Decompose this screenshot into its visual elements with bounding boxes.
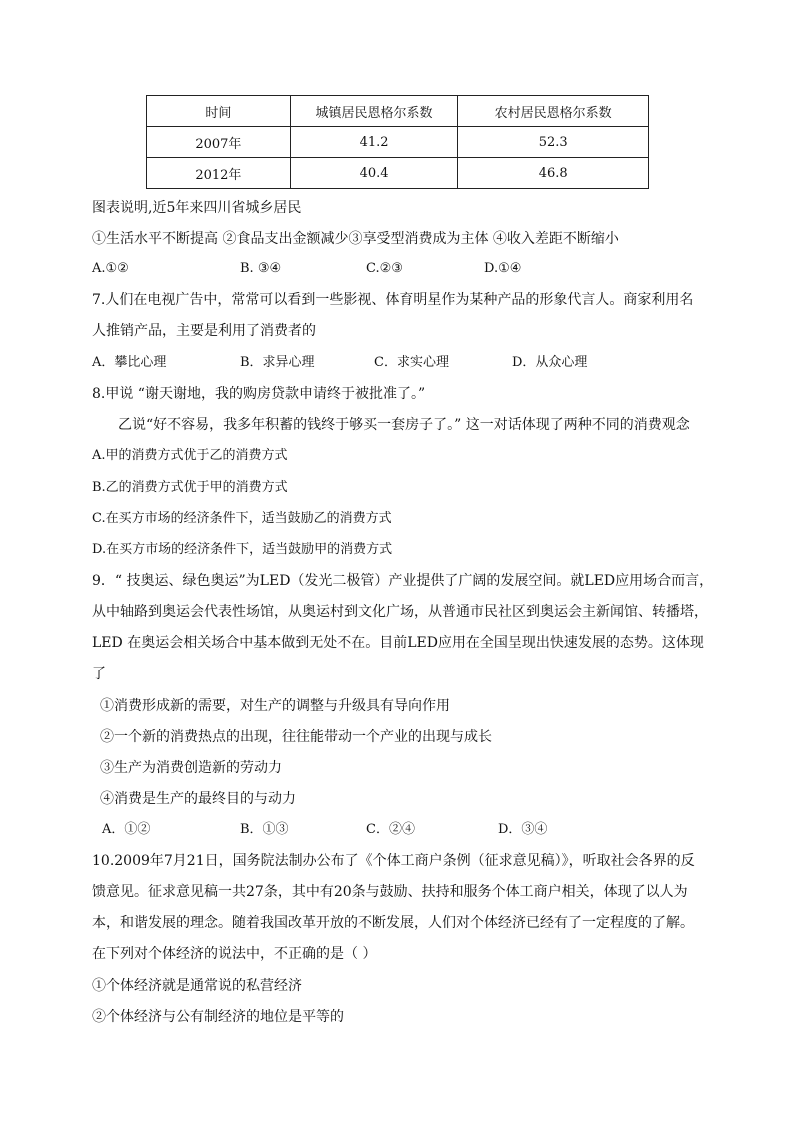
q6-options	[92, 259, 712, 279]
q10-stem-line: 馈意见。征求意见稿一共27条，其中有20条与鼓励、扶持和服务个体工商户相关，体现了以人为	[92, 884, 688, 900]
table-cell: 2007年	[147, 127, 291, 158]
table-row	[147, 127, 649, 158]
q6-option-d: D.①④	[484, 261, 522, 276]
q8-option-a: A.甲的消费方式优于乙的消费方式	[92, 448, 288, 463]
q9-stem-line: LED 在奥运会相关场合中基本做到无处不在。目前LED应用在全国呈现出快速发展的态势。这体现	[92, 635, 704, 651]
q9-statement: ②一个新的消费热点的出现，往往能带动一个产业的出现与成长	[100, 729, 492, 745]
table-header-cell: 时间	[147, 96, 291, 127]
q9-stem-line: 了	[92, 666, 106, 682]
q9-statement: ①消费形成新的需要，对生产的调整与升级具有导向作用	[100, 698, 450, 714]
table-row	[147, 158, 649, 189]
table-header-cell: 城镇居民恩格尔系数	[290, 96, 458, 127]
table-header-cell: 农村居民恩格尔系数	[458, 96, 649, 127]
q6-option-c: C.②③	[366, 261, 403, 276]
q9-option-c: C．②④	[366, 822, 415, 837]
table-cell: 2012年	[147, 158, 291, 189]
q7-option-b: B．求异心理	[240, 355, 315, 370]
q6-statements: ①生活水平不断提高 ②食品支出金额减少③享受型消费成为主体 ④收入差距不断缩小	[92, 231, 619, 247]
q7-stem-line: 7.人们在电视广告中，常常可以看到一些影视、体育明星作为某种产品的形象代言人。商家利用名	[92, 292, 694, 308]
q10-statement: ②个体经济与公有制经济的地位是平等的	[92, 1009, 344, 1025]
q6-option-a: A.①②	[92, 261, 129, 276]
q7-option-c: C．求实心理	[374, 355, 449, 370]
table-header-row	[147, 96, 649, 127]
q9-stem-line: 9．“ 技奥运、绿色奥运”为LED（发光二极管）产业提供了广阔的发展空间。就LED应用场合而言，	[92, 573, 714, 589]
table-cell: 41.2	[290, 127, 458, 158]
q10-stem-line: 在下列对个体经济的说法中，不正确的是（ ）	[92, 946, 377, 962]
q8-option-b: B.乙的消费方式优于甲的消费方式	[92, 480, 288, 495]
q9-statement: ③生产为消费创造新的劳动力	[100, 760, 282, 776]
table-cell: 40.4	[290, 158, 458, 189]
q8-option-d: D.在买方市场的经济条件下，适当鼓励甲的消费方式	[92, 542, 393, 557]
q9-options	[102, 820, 722, 840]
q7-stem-line: 人推销产品，主要是利用了消费者的	[92, 323, 316, 339]
q8-stem-line: 8.甲说 “谢天谢地，我的购房贷款申请终于被批准了。”	[92, 386, 426, 402]
q9-option-a: A．①②	[102, 822, 151, 837]
q6-caption: 图表说明,近5年来四川省城乡居民	[92, 200, 302, 216]
q8-option-c: C.在买方市场的经济条件下，适当鼓励乙的消费方式	[92, 511, 392, 526]
engel-coefficient-table	[146, 95, 649, 189]
q6-option-b: B. ③④	[240, 261, 282, 276]
q10-stem-line: 本，和谐发展的理念。随着我国改革开放的不断发展，人们对个体经济已经有了一定程度的了解。	[92, 915, 694, 931]
q9-option-d: D．③④	[498, 822, 548, 837]
q7-option-a: A．攀比心理	[92, 355, 167, 370]
q10-stem-line: 10.2009年7月21日，国务院法制办公布了《个体工商户条例（征求意见稿）》，听取社会各界的反	[92, 853, 695, 869]
q9-option-b: B．①③	[240, 822, 289, 837]
q7-option-d: D．从众心理	[512, 355, 588, 370]
q10-statement: ①个体经济就是通常说的私营经济	[92, 978, 302, 994]
table-cell: 52.3	[458, 127, 649, 158]
q9-statement: ④消费是生产的最终目的与动力	[100, 791, 296, 807]
q9-stem-line: 从中轴路到奥运会代表性场馆，从奥运村到文化广场，从普通市民社区到奥运会主新闻馆、转播塔，	[92, 604, 708, 620]
q8-stem-line: 乙说“好不容易，我多年积蓄的钱终于够买一套房子了。” 这一对话体现了两种不同的消费观念	[118, 417, 690, 433]
table-cell: 46.8	[458, 158, 649, 189]
q7-options	[92, 353, 712, 373]
